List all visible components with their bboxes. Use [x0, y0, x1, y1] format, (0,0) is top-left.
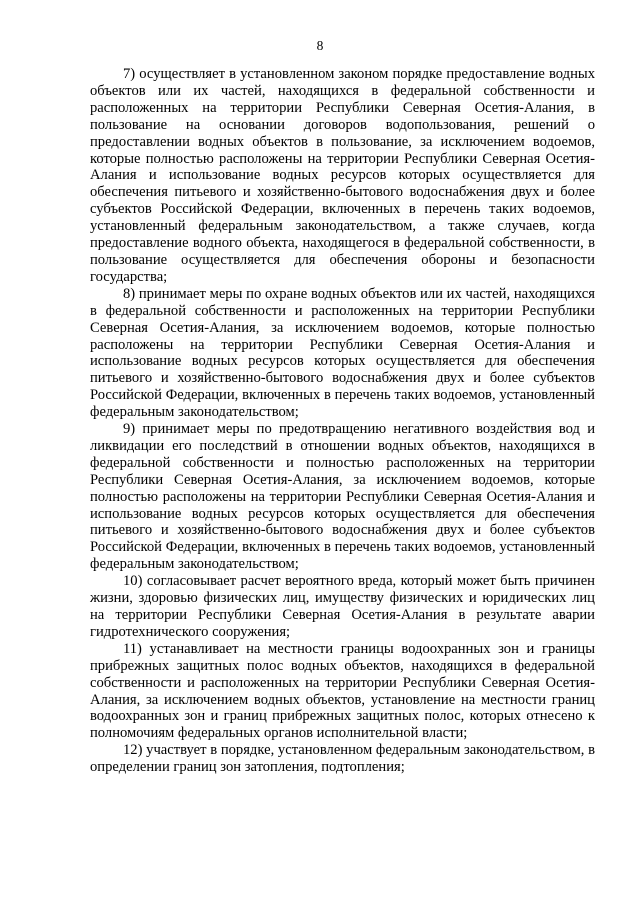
- paragraph-item-7: 7) осуществляет в установленном законом порядке предоставление водных объектов или их частей, находящихся в федеральной собственности и расположенных на территории Республики Северная Осетия-Алания, в пользование на основании договоров водопользования, решений о предоставлении водных объектов в пользование, за исключением водоемов, которые полностью расположены на территории Республики Северная Осетия-Алания и использование водных ресурсов которых осуществляется для обеспечения питьевого и хозяйственно-бытового водоснабжения двух и более субъектов Российской Федерации, включенных в перечень таких водоемов, установленный федеральным законодательством, а также случаев, когда предоставление водного объекта, находящегося в федеральной собственности, в пользование осуществляется для обеспечения обороны и безопасности государства;: [90, 66, 595, 285]
- page-number: 8: [316, 38, 324, 53]
- paragraph-item-10: 10) согласовывает расчет вероятного вреда, который может быть причинен жизни, здоровью физических лиц, имуществу физических и юридических лиц на территории Республики Северная Осетия-Алания в результате аварии гидротехнического сооружения;: [90, 573, 595, 640]
- paragraph-item-8: 8) принимает меры по охране водных объектов или их частей, находящихся в федеральной собственности и расположенных на территории Республики Северная Осетия-Алания, за исключением водоемов, которые полностью расположены на территории Республики Северная Осетия-Алания и использование водных ресурсов которых осуществляется для обеспечения питьевого и хозяйственно-бытового водоснабжения двух и более субъектов Российской Федерации, включенных в перечень таких водоемов, установленный федеральным законодательством;: [90, 285, 595, 421]
- paragraph-item-9: 9) принимает меры по предотвращению негативного воздействия вод и ликвидации его последствий в отношении водных объектов, находящихся в федеральной собственности и полностью расположенных на территории Республики Северная Осетия-Алания, за исключением водоемов, которые полностью расположены на территории Республики Северная Осетия-Алания и использование водных ресурсов которых осуществляется для обеспечения питьевого и хозяйственно-бытового водоснабжения двух и более субъектов Российской Федерации, включенных в перечень таких водоемов, установленный федеральным законодательством;: [90, 421, 595, 573]
- paragraph-item-11: 11) устанавливает на местности границы водоохранных зон и границы прибрежных защитных полос водных объектов, находящихся в федеральной собственности и расположенных на территории Республики Северная Осетия-Алания, за исключением водных объектов, установление на местности границ водоохранных зон и границ прибрежных защитных полос, которых отнесено к полномочиям федеральных органов исполнительной власти;: [90, 640, 595, 742]
- document-body: [90, 66, 595, 776]
- paragraph-item-12: 12) участвует в порядке, установленном федеральным законодательством, в определении границ зон затопления, подтопления;: [90, 742, 595, 776]
